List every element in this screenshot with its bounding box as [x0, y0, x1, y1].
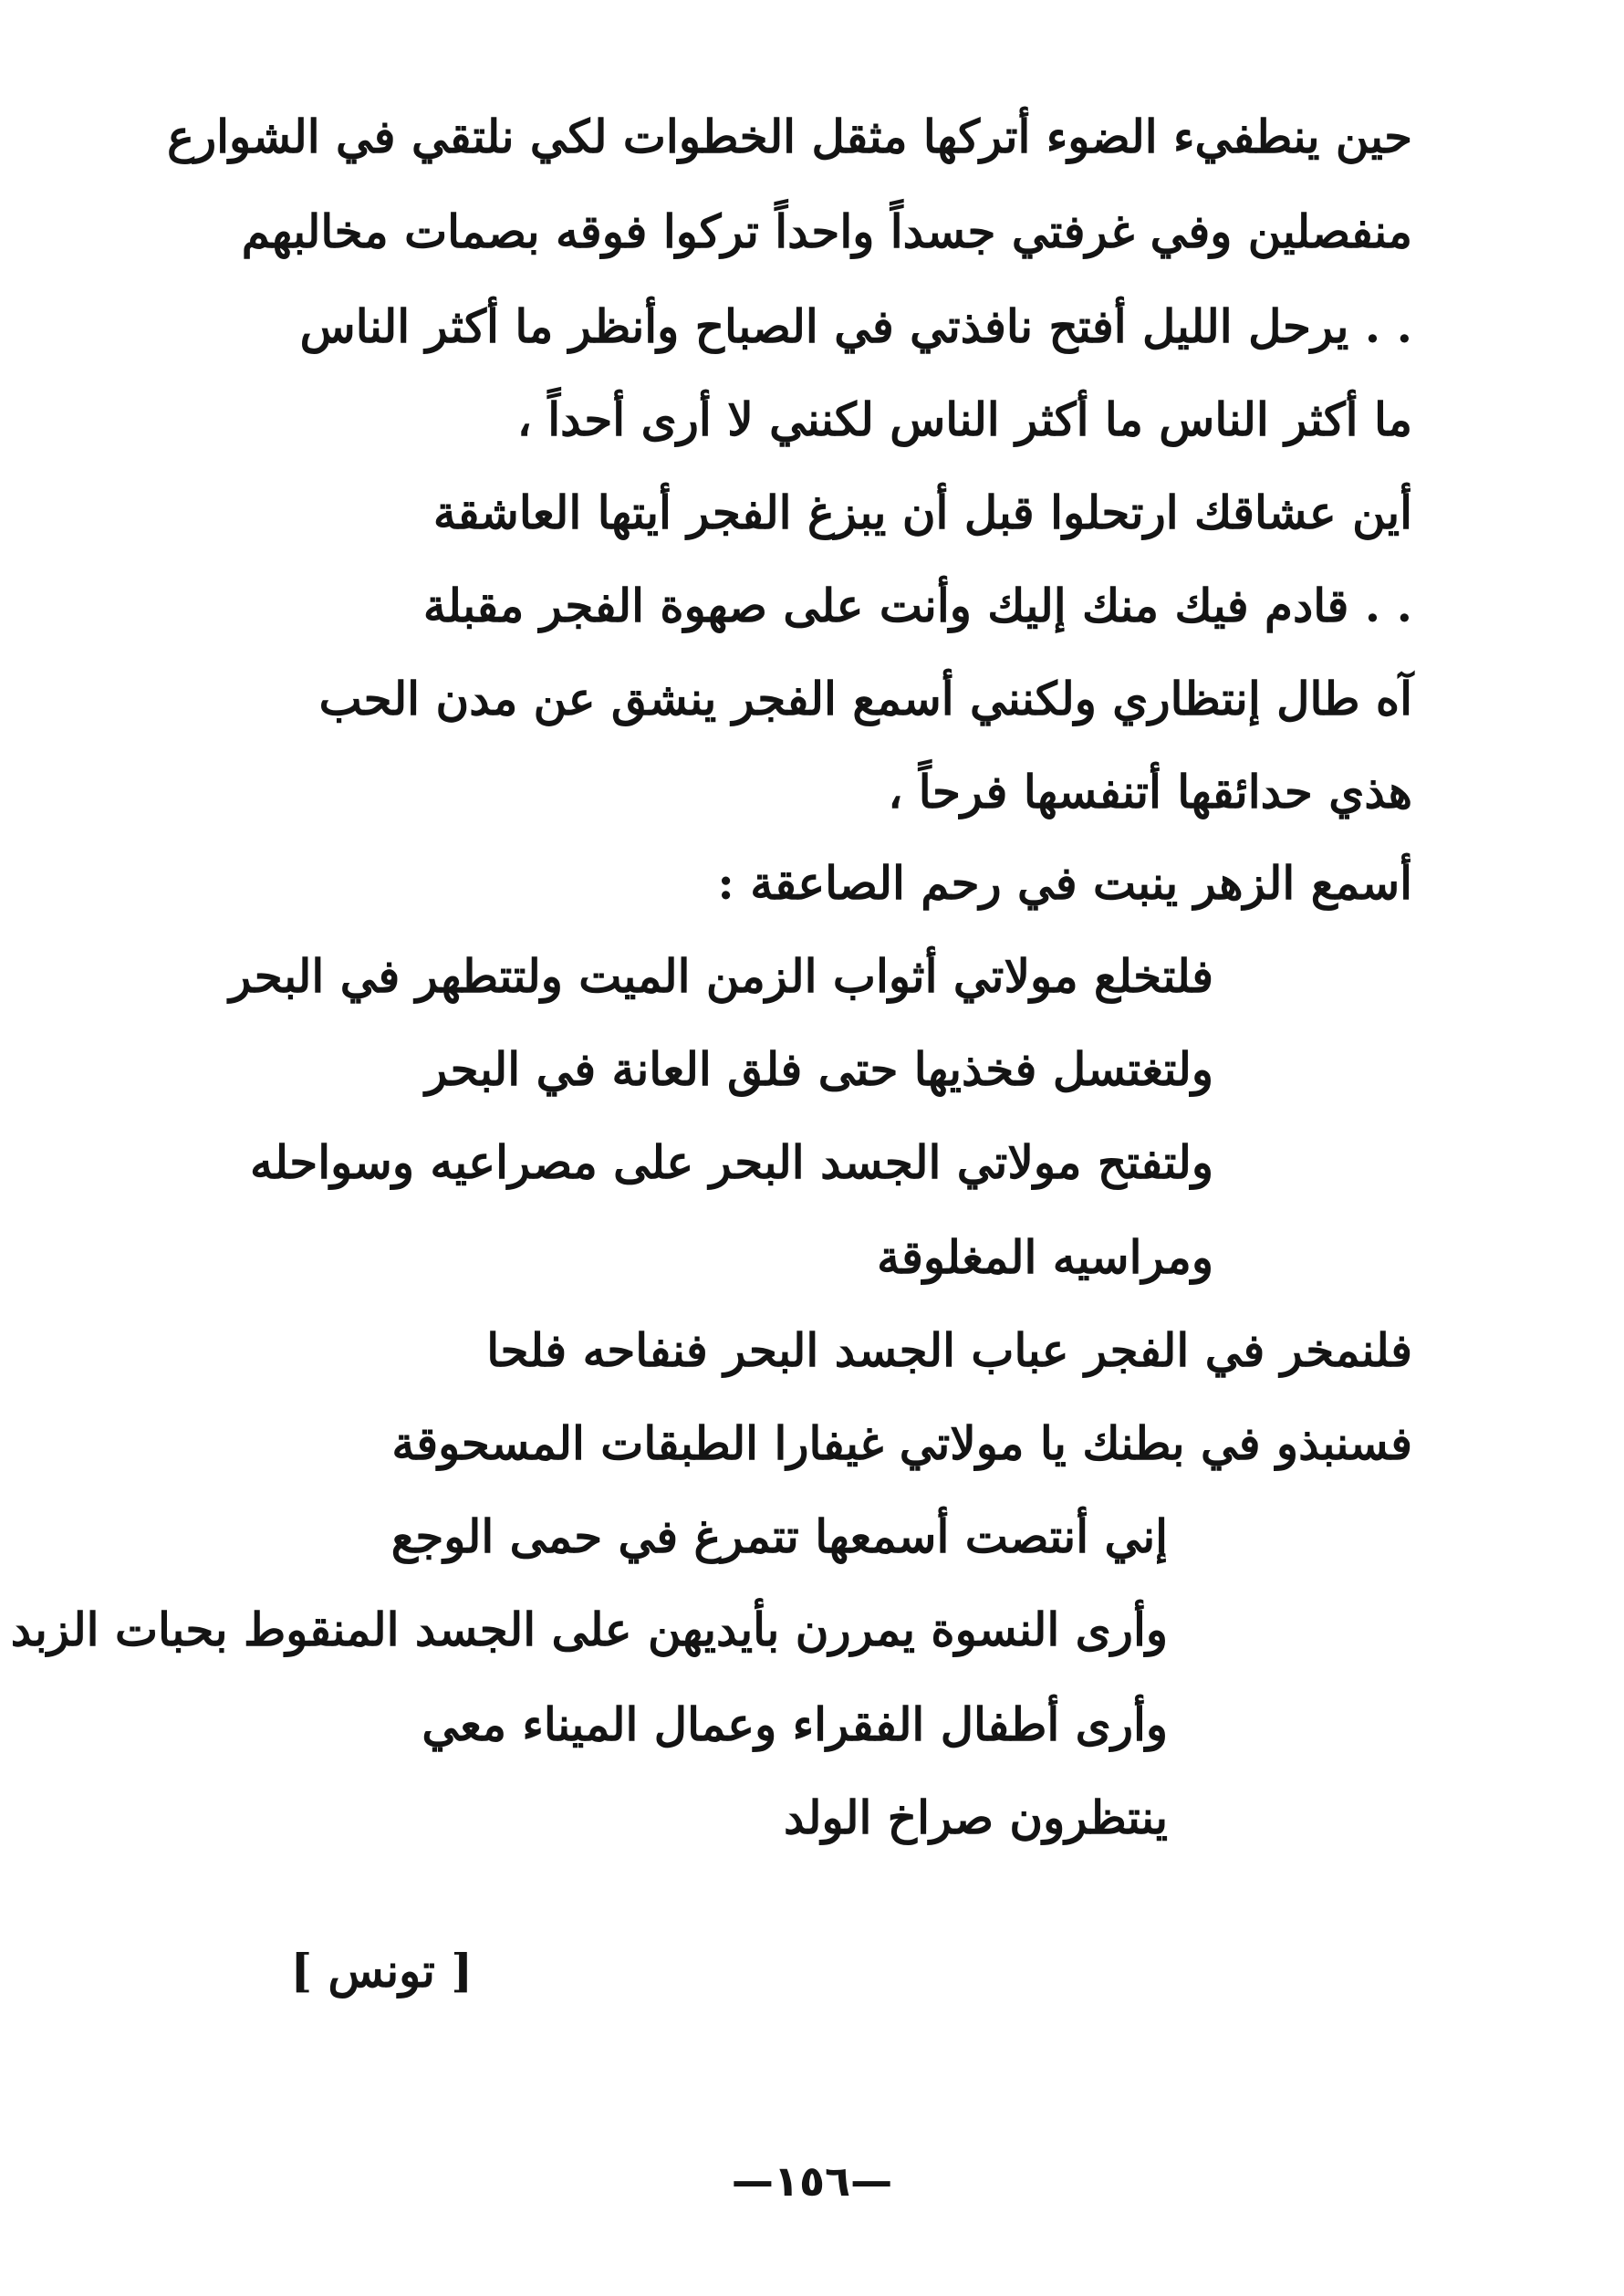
poem-line: فلتخلع مولاتي أثواب الزمن الميت ولتتطهر في البحر [229, 949, 1213, 1003]
poem-line: ولتغتسل فخذيها حتى فلق العانة في البحر [425, 1042, 1213, 1096]
poem-line: إني أنتصت أسمعها تتمرغ في حمى الوجع [390, 1509, 1168, 1563]
poem-line: ما أكثر الناس ما أكثر الناس لكنني لا أرى أحداً ، [516, 392, 1412, 446]
poem-line: ولتفتح مولاتي الجسد البحر على مصراعيه وسواحله [249, 1135, 1213, 1189]
poem-line: ومراسيه المغلوقة [877, 1230, 1213, 1284]
page-number: —١٥٦— [731, 2156, 893, 2206]
poem-line: آه طال إنتظاري ولكنني أسمع الفجر ينشق عن مدن الحب [318, 672, 1412, 725]
poem-line: . . قادم فيك منك إليك وأنت على صهوة الفجر مقبلة [422, 579, 1412, 632]
poem-line: حين ينطفيء الضوء أتركها مثقل الخطوات لكي نلتقي في الشوارع [167, 110, 1412, 163]
poem-line: أين عشاقك ارتحلوا قبل أن يبزغ الفجر أيتها العاشقة [432, 485, 1412, 539]
poem-line: منفصلين وفي غرفتي جسداً واحداً تركوا فوقه بصمات مخالبهم [241, 204, 1412, 258]
poem-line: هذي حدائقها أتنفسها فرحاً ، [888, 765, 1412, 819]
poem-line: وأرى النسوة يمررن بأيديهن على الجسد المنقوط بحبات الزبد [10, 1602, 1168, 1656]
poem-line: وأرى أطفال الفقراء وعمال الميناء معي [422, 1697, 1168, 1751]
poem-line: فلنمخر في الفجر عباب الجسد البحر فنفاحه فلحا [486, 1323, 1412, 1377]
place-name: [ تونس ] [290, 1944, 473, 1998]
poem-line: ينتظرون صراخ الولد [783, 1790, 1168, 1844]
poem-line: أسمع الزهر ينبت في رحم الصاعقة : [717, 856, 1412, 910]
poem-line: . . يرحل الليل أفتح نافذتي في الصباح وأنظر ما أكثر الناس [299, 299, 1412, 353]
poem-line: فسنبذو في بطنك يا مولاتي غيفارا الطبقات المسحوقة [391, 1416, 1412, 1470]
